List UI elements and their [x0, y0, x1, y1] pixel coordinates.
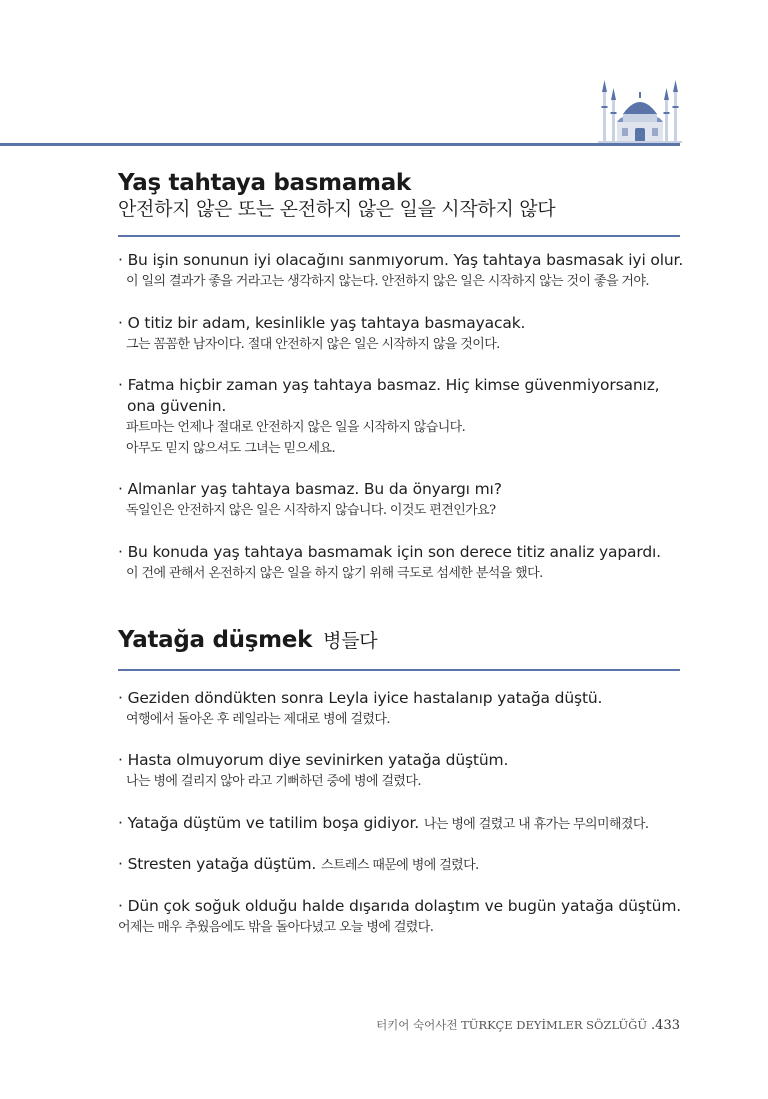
example-turkish: Hasta olmuyorum diye sevinirken yatağa düştüm. [127, 751, 509, 769]
example-korean: 여행에서 돌아온 후 레일라는 제대로 병에 걸렸다. [126, 712, 390, 727]
example-korean: 이 건에 관해서 온전하지 않은 일을 하지 않기 위해 극도로 섬세한 분석을 했다. [126, 566, 543, 581]
example-item [118, 688, 688, 730]
bullet: · [118, 689, 123, 707]
example-item [118, 313, 688, 355]
idiom-title: Yatağa düşmek [118, 627, 313, 653]
example-korean: 그는 꼼꼼한 남자이다. 절대 안전하지 않은 일은 시작하지 않을 것이다. [126, 337, 500, 352]
example-item [118, 813, 688, 835]
bullet: · [118, 314, 123, 332]
page-number: .433 [651, 1018, 680, 1033]
example-korean: 아무도 믿지 않으셔도 그녀는 믿으세요. [126, 441, 335, 456]
bullet: · [118, 376, 123, 394]
example-item [118, 375, 688, 459]
example-item [118, 854, 688, 876]
example-item [118, 250, 688, 292]
bullet: · [118, 897, 123, 915]
bullet: · [118, 751, 123, 769]
example-turkish: O titiz bir adam, kesinlikle yaş tahtaya basmayacak. [127, 314, 526, 332]
example-korean: 독일인은 안전하지 않은 일은 시작하지 않습니다. 이것도 편견인가요? [126, 503, 496, 518]
example-korean: 나는 병에 걸렸고 내 휴가는 무의미해졌다. [423, 817, 649, 832]
example-korean: 어제는 매우 추웠음에도 밖을 돌아다녔고 오늘 병에 걸렸다. [118, 920, 434, 935]
mosque-icon [598, 78, 682, 144]
bullet: · [118, 543, 123, 561]
idiom-entry-header [118, 170, 680, 221]
idiom-meaning: 안전하지 않은 또는 온전하지 않은 일을 시작하지 않다 [118, 198, 556, 220]
example-item [118, 542, 688, 584]
example-turkish: Geziden döndükten sonra Leyla iyice hastalanıp yatağa düştü. [127, 689, 603, 707]
example-turkish: Stresten yatağa düştüm. [127, 855, 317, 873]
section-divider [118, 235, 680, 237]
page-footer [376, 1017, 680, 1033]
header-rule [0, 143, 680, 146]
example-item [118, 896, 688, 938]
example-item [118, 479, 688, 521]
bullet: · [118, 814, 123, 832]
idiom-title: Yaş tahtaya basmamak [118, 170, 411, 196]
example-korean: 이 일의 결과가 좋을 거라고는 생각하지 않는다. 안전하지 않은 일은 시작하지 않는 것이 좋을 거야. [126, 274, 649, 289]
bullet: · [118, 480, 123, 498]
example-item [118, 750, 688, 792]
example-turkish: Fatma hiçbir zaman yaş tahtaya basmaz. Hiç kimse güvenmiyorsanız, [127, 376, 660, 394]
bullet: · [118, 251, 123, 269]
book-title: 터키어 숙어사전 TÜRKÇE DEYİMLER SÖZLÜĞÜ [376, 1018, 648, 1032]
example-turkish: Yatağa düştüm ve tatilim boşa gidiyor. [127, 814, 420, 832]
example-turkish: Bu işin sonunun iyi olacağını sanmıyorum. Yaş tahtaya basmasak iyi olur. [127, 251, 684, 269]
example-turkish-continued: ona güvenin. [127, 397, 227, 415]
bullet: · [118, 855, 123, 873]
example-korean: 나는 병에 걸리지 않아 라고 기뻐하던 중에 병에 걸렸다. [126, 774, 421, 789]
idiom-meaning: 병들다 [323, 630, 378, 652]
example-korean: 파트마는 언제나 절대로 안전하지 않은 일을 시작하지 않습니다. [126, 420, 466, 435]
example-turkish: Dün çok soğuk olduğu halde dışarıda dolaştım ve bugün yatağa düştüm. [127, 897, 682, 915]
idiom-entry-header [118, 626, 680, 653]
example-korean: 스트레스 때문에 병에 걸렸다. [321, 858, 479, 873]
section-divider [118, 669, 680, 671]
example-turkish: Bu konuda yaş tahtaya basmamak için son derece titiz analiz yapardı. [127, 543, 661, 561]
example-turkish: Almanlar yaş tahtaya basmaz. Bu da önyargı mı? [127, 480, 502, 498]
